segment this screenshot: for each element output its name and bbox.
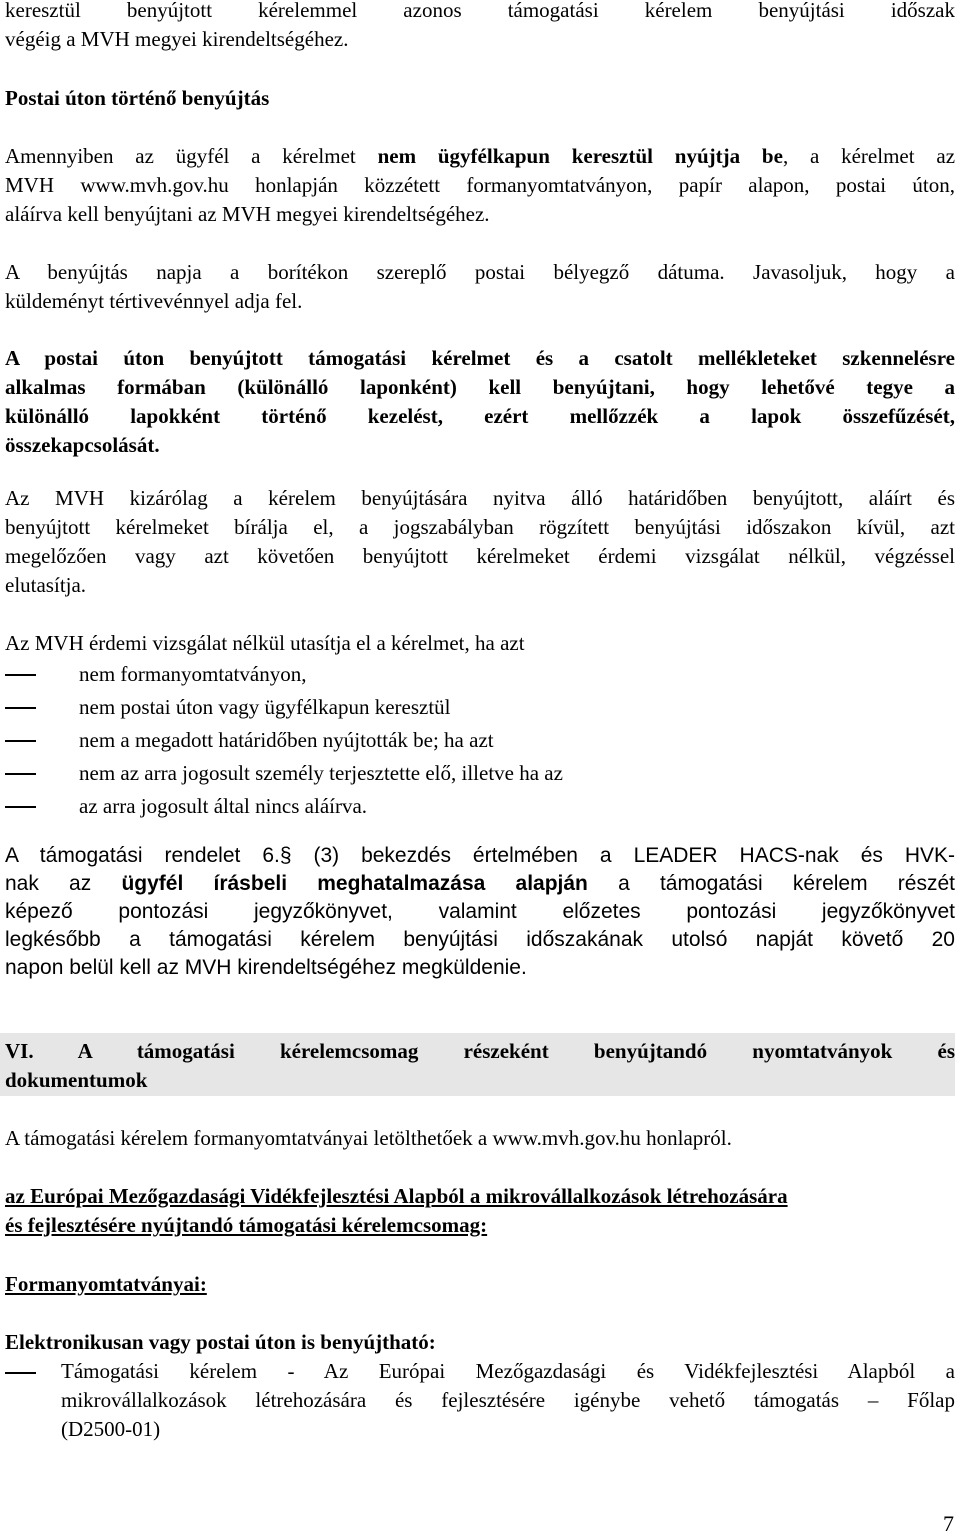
postal-line-1-bold: nem ügyfélkapun keresztül nyújtja be	[377, 144, 783, 168]
list-item-text: nem a megadott határidőben nyújtották be; ha azt	[79, 728, 494, 752]
list-item	[5, 658, 955, 691]
leader-line-5: napon belül kell az MVH kirendeltségéhez megküldenie.	[5, 956, 527, 979]
postal-line-1-pre: Amennyiben az ügyfél a kérelmet	[5, 144, 378, 168]
dash-icon	[5, 806, 36, 808]
intro-line-1: keresztül benyújtott kérelemmel azonos támogatási kérelem benyújtási időszak	[5, 0, 955, 22]
leader-line-2-post: a támogatási kérelem részét	[587, 872, 955, 895]
form-item-text	[61, 1357, 955, 1444]
deadline-paragraph	[5, 484, 955, 600]
scan-line-3: különálló lapokként történő kezelést, ezért mellőzzék a lapok összefűzését,	[5, 404, 955, 428]
dash-icon	[5, 674, 36, 676]
reject-list	[5, 658, 955, 823]
section-heading-line-2: dokumentumok	[5, 1068, 148, 1092]
list-item-text: az arra jogosult által nincs aláírva.	[79, 794, 368, 818]
postal-line-1-post: , a kérelmet az	[782, 144, 956, 168]
scan-line-1: A postai úton benyújtott támogatási kérelmet és a csatolt mellékleteket szkennelésre	[5, 346, 955, 370]
list-item-text: nem postai úton vagy ügyfélkapun keresztül	[79, 695, 451, 719]
list-item-text: nem az arra jogosult személy terjesztette elő, illetve ha az	[79, 761, 563, 785]
date-line-2: küldeményt tértivevénnyel adja fel.	[5, 289, 303, 313]
list-item	[5, 757, 955, 790]
electronic-label: Elektronikusan vagy postai úton is benyújtható:	[5, 1330, 436, 1354]
form-item-line-3: (D2500-01)	[61, 1417, 161, 1441]
dash-icon	[5, 707, 36, 709]
leader-line-2	[5, 870, 955, 898]
list-item	[5, 691, 955, 724]
package-title-line-2: és fejlesztésére nyújtandó támogatási kérelemcsomag:	[5, 1213, 488, 1237]
form-item-line-2: mikrovállalkozások létrehozására és fejlesztésére igénybe vehető támogatás – Főlap	[61, 1388, 955, 1412]
reject-intro: Az MVH érdemi vizsgálat nélkül utasítja el a kérelmet, ha azt	[5, 631, 525, 655]
dash-icon	[5, 773, 36, 775]
leader-line-1: A támogatási rendelet 6.§ (3) bekezdés értelmében a LEADER HACS-nak és HVK-	[5, 844, 955, 867]
postal-paragraph	[5, 142, 955, 229]
intro-paragraph	[5, 0, 955, 54]
deadline-line-1: Az MVH kizárólag a kérelem benyújtására nyitva álló határidőben benyújtott, aláírt és	[5, 486, 955, 510]
deadline-line-2: benyújtott kérelmeket bírálja el, a jogszabályban rögzített benyújtási időszakon kívül, azt	[5, 515, 955, 539]
leader-paragraph	[5, 842, 955, 982]
date-paragraph	[5, 258, 955, 316]
postal-heading: Postai úton történő benyújtás	[5, 86, 270, 110]
form-item-line-1: Támogatási kérelem - Az Európai Mezőgazdasági és Vidékfejlesztési Alapból a	[61, 1359, 955, 1383]
intro-line-2: végéig a MVH megyei kirendeltségéhez.	[5, 27, 349, 51]
scan-paragraph	[5, 344, 955, 460]
list-item	[5, 724, 955, 757]
leader-line-2-bold: ügyfél írásbeli meghatalmazása alapján	[121, 872, 588, 895]
section-heading-line-1: VI. A támogatási kérelemcsomag részeként benyújtandó nyomtatványok és	[5, 1039, 955, 1063]
package-title-line-1: az Európai Mezőgazdasági Vidékfejlesztési Alapból a mikrovállalkozások létrehozására	[5, 1184, 788, 1208]
leader-line-3: képező pontozási jegyzőkönyvet, valamint előzetes pontozási jegyzőkönyvet	[5, 900, 955, 923]
deadline-line-4: elutasítja.	[5, 573, 87, 597]
list-item-text: nem formanyomtatványon,	[79, 662, 307, 686]
section-heading	[5, 1037, 955, 1095]
postal-line-1	[5, 142, 955, 171]
download-paragraph: A támogatási kérelem formanyomtatványai letölthetőek a www.mvh.gov.hu honlapról.	[5, 1126, 732, 1150]
deadline-line-3: megelőzően vagy azt követően benyújtott kérelmeket érdemi vizsgálat nélkül, végzéssel	[5, 544, 955, 568]
page-number: 7	[943, 1511, 954, 1536]
postal-line-2: MVH www.mvh.gov.hu honlapján közzétett formanyomtatványon, papír alapon, postai úton,	[5, 173, 955, 197]
postal-line-3: aláírva kell benyújtani az MVH megyei kirendeltségéhez.	[5, 202, 490, 226]
package-title	[5, 1182, 955, 1240]
scan-line-2: alkalmas formában (különálló laponként) kell benyújtani, hogy lehetővé tegye a	[5, 375, 955, 399]
scan-line-4: összekapcsolását.	[5, 433, 160, 457]
dash-icon	[5, 740, 36, 742]
forms-label: Formanyomtatványai:	[5, 1272, 207, 1296]
dash-icon	[5, 1372, 36, 1374]
list-item	[5, 790, 955, 823]
leader-line-2-pre: nak az	[5, 872, 122, 895]
date-line-1: A benyújtás napja a borítékon szereplő postai bélyegző dátuma. Javasoljuk, hogy a	[5, 260, 955, 284]
leader-line-4: legkésőbb a támogatási kérelem benyújtási időszakának utolsó napját követő 20	[5, 928, 955, 951]
form-item	[5, 1357, 955, 1444]
